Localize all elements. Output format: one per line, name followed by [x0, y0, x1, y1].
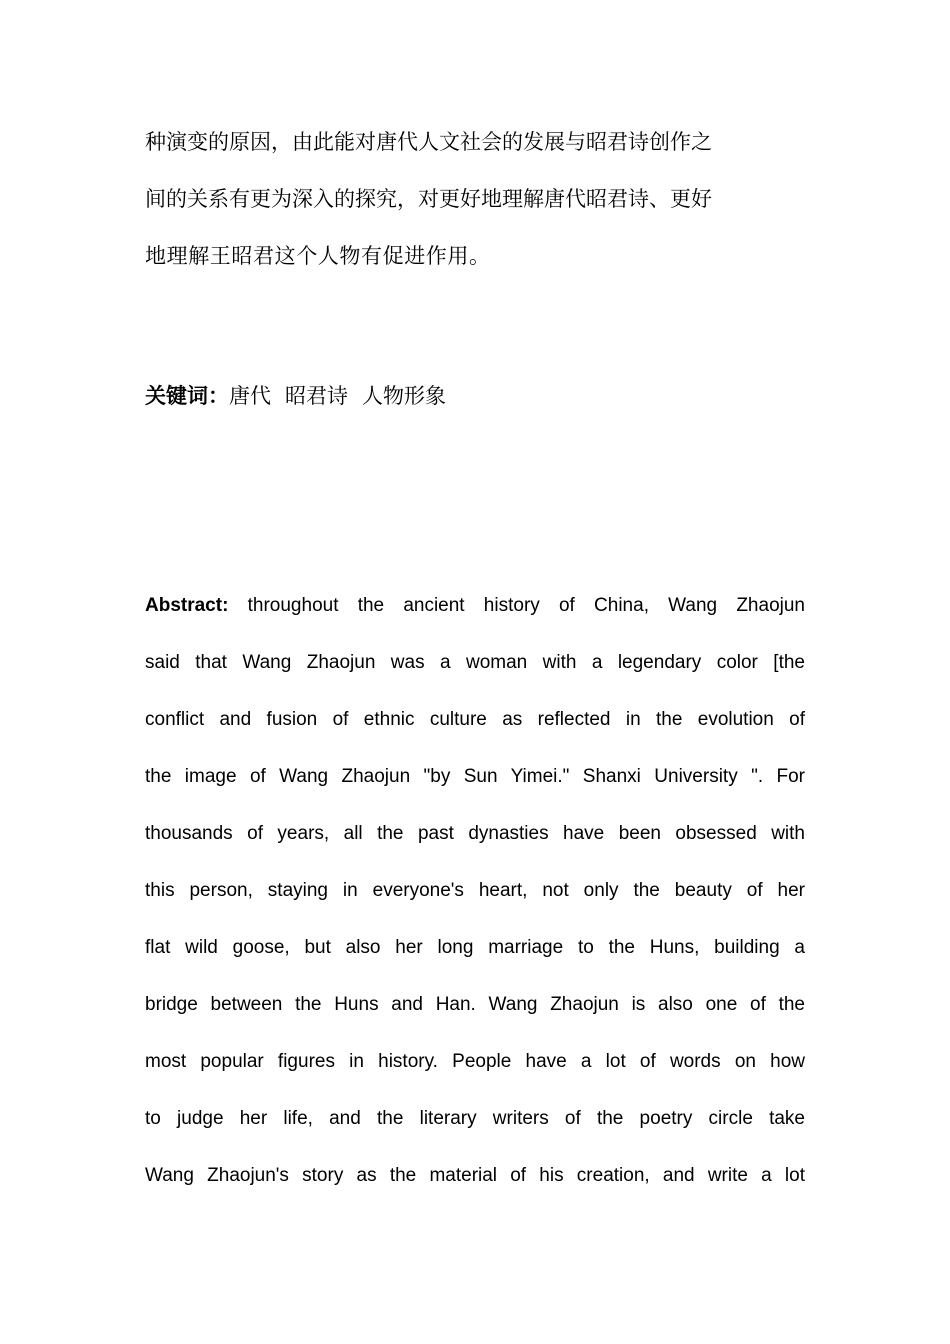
abstract-line: most popular figures in history. People have a lot of words on how — [145, 1051, 805, 1072]
keyword-item: 人物形象 — [362, 384, 446, 408]
abstract-line: this person, staying in everyone's heart, not only the beauty of her — [145, 880, 805, 901]
abstract-text: throughout the ancient history of China, Wang Zhaojun — [247, 595, 805, 616]
abstract-line: thousands of years, all the past dynasties have been obsessed with — [145, 823, 805, 844]
abstract-label: Abstract: — [145, 595, 229, 616]
abstract-line: conflict and fusion of ethnic culture as reflected in the evolution of — [145, 709, 805, 730]
keyword-item: 唐代 — [229, 384, 271, 408]
keywords-label: 关键词： — [145, 384, 229, 408]
abstract-line: Wang Zhaojun's story as the material of his creation, and write a lot — [145, 1165, 805, 1186]
abstract-line: flat wild goose, but also her long marriage to the Huns, building a — [145, 937, 805, 958]
abstract-line: to judge her life, and the literary writers of the poetry circle take — [145, 1108, 805, 1129]
abstract-line — [145, 592, 805, 620]
keywords-line — [145, 381, 446, 411]
keyword-item: 昭君诗 — [285, 384, 348, 408]
chinese-paragraph-line: 间的关系有更为深入的探究，对更好地理解唐代昭君诗、更好 — [145, 187, 712, 211]
abstract-line: the image of Wang Zhaojun "by Sun Yimei." Shanxi University ". For — [145, 766, 805, 787]
abstract-line: bridge between the Huns and Han. Wang Zhaojun is also one of the — [145, 994, 805, 1015]
chinese-paragraph-line: 地理解王昭君这个人物有促进作用。 — [145, 244, 491, 268]
abstract-line: said that Wang Zhaojun was a woman with a legendary color [the — [145, 652, 805, 673]
chinese-paragraph-line: 种演变的原因，由此能对唐代人文社会的发展与昭君诗创作之 — [145, 130, 712, 154]
